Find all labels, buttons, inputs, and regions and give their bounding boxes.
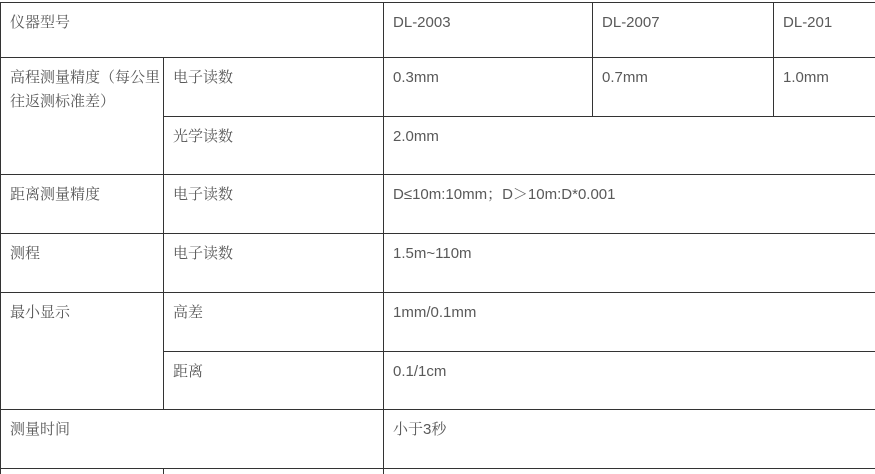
model-name-dl201: DL-201: [774, 3, 875, 58]
spec-sublabel-distance: 距离: [164, 352, 384, 410]
spec-sublabel-electronic-reading: 电子读数: [164, 234, 384, 293]
spec-table: [0, 2, 875, 474]
table-row-measurement-time: [1, 410, 875, 469]
spec-sublabel-optical-reading: 光学读数: [164, 117, 384, 175]
spec-label-min-display: 最小显示: [1, 293, 164, 410]
value-elevation-optical: 2.0mm: [384, 117, 875, 175]
value-min-display-distance: 0.1/1cm: [384, 352, 875, 410]
spec-label-measurement-time: 测量时间: [1, 410, 384, 469]
spec-label-distance-accuracy: 距离测量精度: [1, 175, 164, 234]
partial-cell: [384, 469, 875, 474]
value-measuring-range: 1.5m~110m: [384, 234, 875, 293]
partial-cell: [1, 469, 164, 474]
spec-label-instrument-model: 仪器型号: [1, 3, 384, 58]
table-row-partial: [1, 469, 875, 474]
spec-label-measuring-range: 测程: [1, 234, 164, 293]
value-elevation-electronic-dl2007: 0.7mm: [593, 58, 774, 117]
value-elevation-electronic-dl2003: 0.3mm: [384, 58, 593, 117]
model-name-dl2003: DL-2003: [384, 3, 593, 58]
partial-cell: [164, 469, 384, 474]
value-elevation-electronic-dl201: 1.0mm: [774, 58, 875, 117]
spec-label-elevation-accuracy: 高程测量精度（每公里往返测标准差）: [1, 58, 164, 175]
table-row-measuring-range: [1, 234, 875, 293]
table-row-min-display-height: [1, 293, 875, 352]
table-row-instrument-model: [1, 3, 875, 58]
table-row-distance-accuracy: [1, 175, 875, 234]
spec-sublabel-electronic-reading: 电子读数: [164, 58, 384, 117]
value-min-display-height: 1mm/0.1mm: [384, 293, 875, 352]
value-distance-accuracy: D≤10m:10mm；D＞10m:D*0.001: [384, 175, 875, 234]
table-row-elevation-accuracy-electronic: [1, 58, 875, 117]
value-measurement-time: 小于3秒: [384, 410, 875, 469]
spec-sublabel-electronic-reading: 电子读数: [164, 175, 384, 234]
model-name-dl2007: DL-2007: [593, 3, 774, 58]
spec-sublabel-height-difference: 高差: [164, 293, 384, 352]
